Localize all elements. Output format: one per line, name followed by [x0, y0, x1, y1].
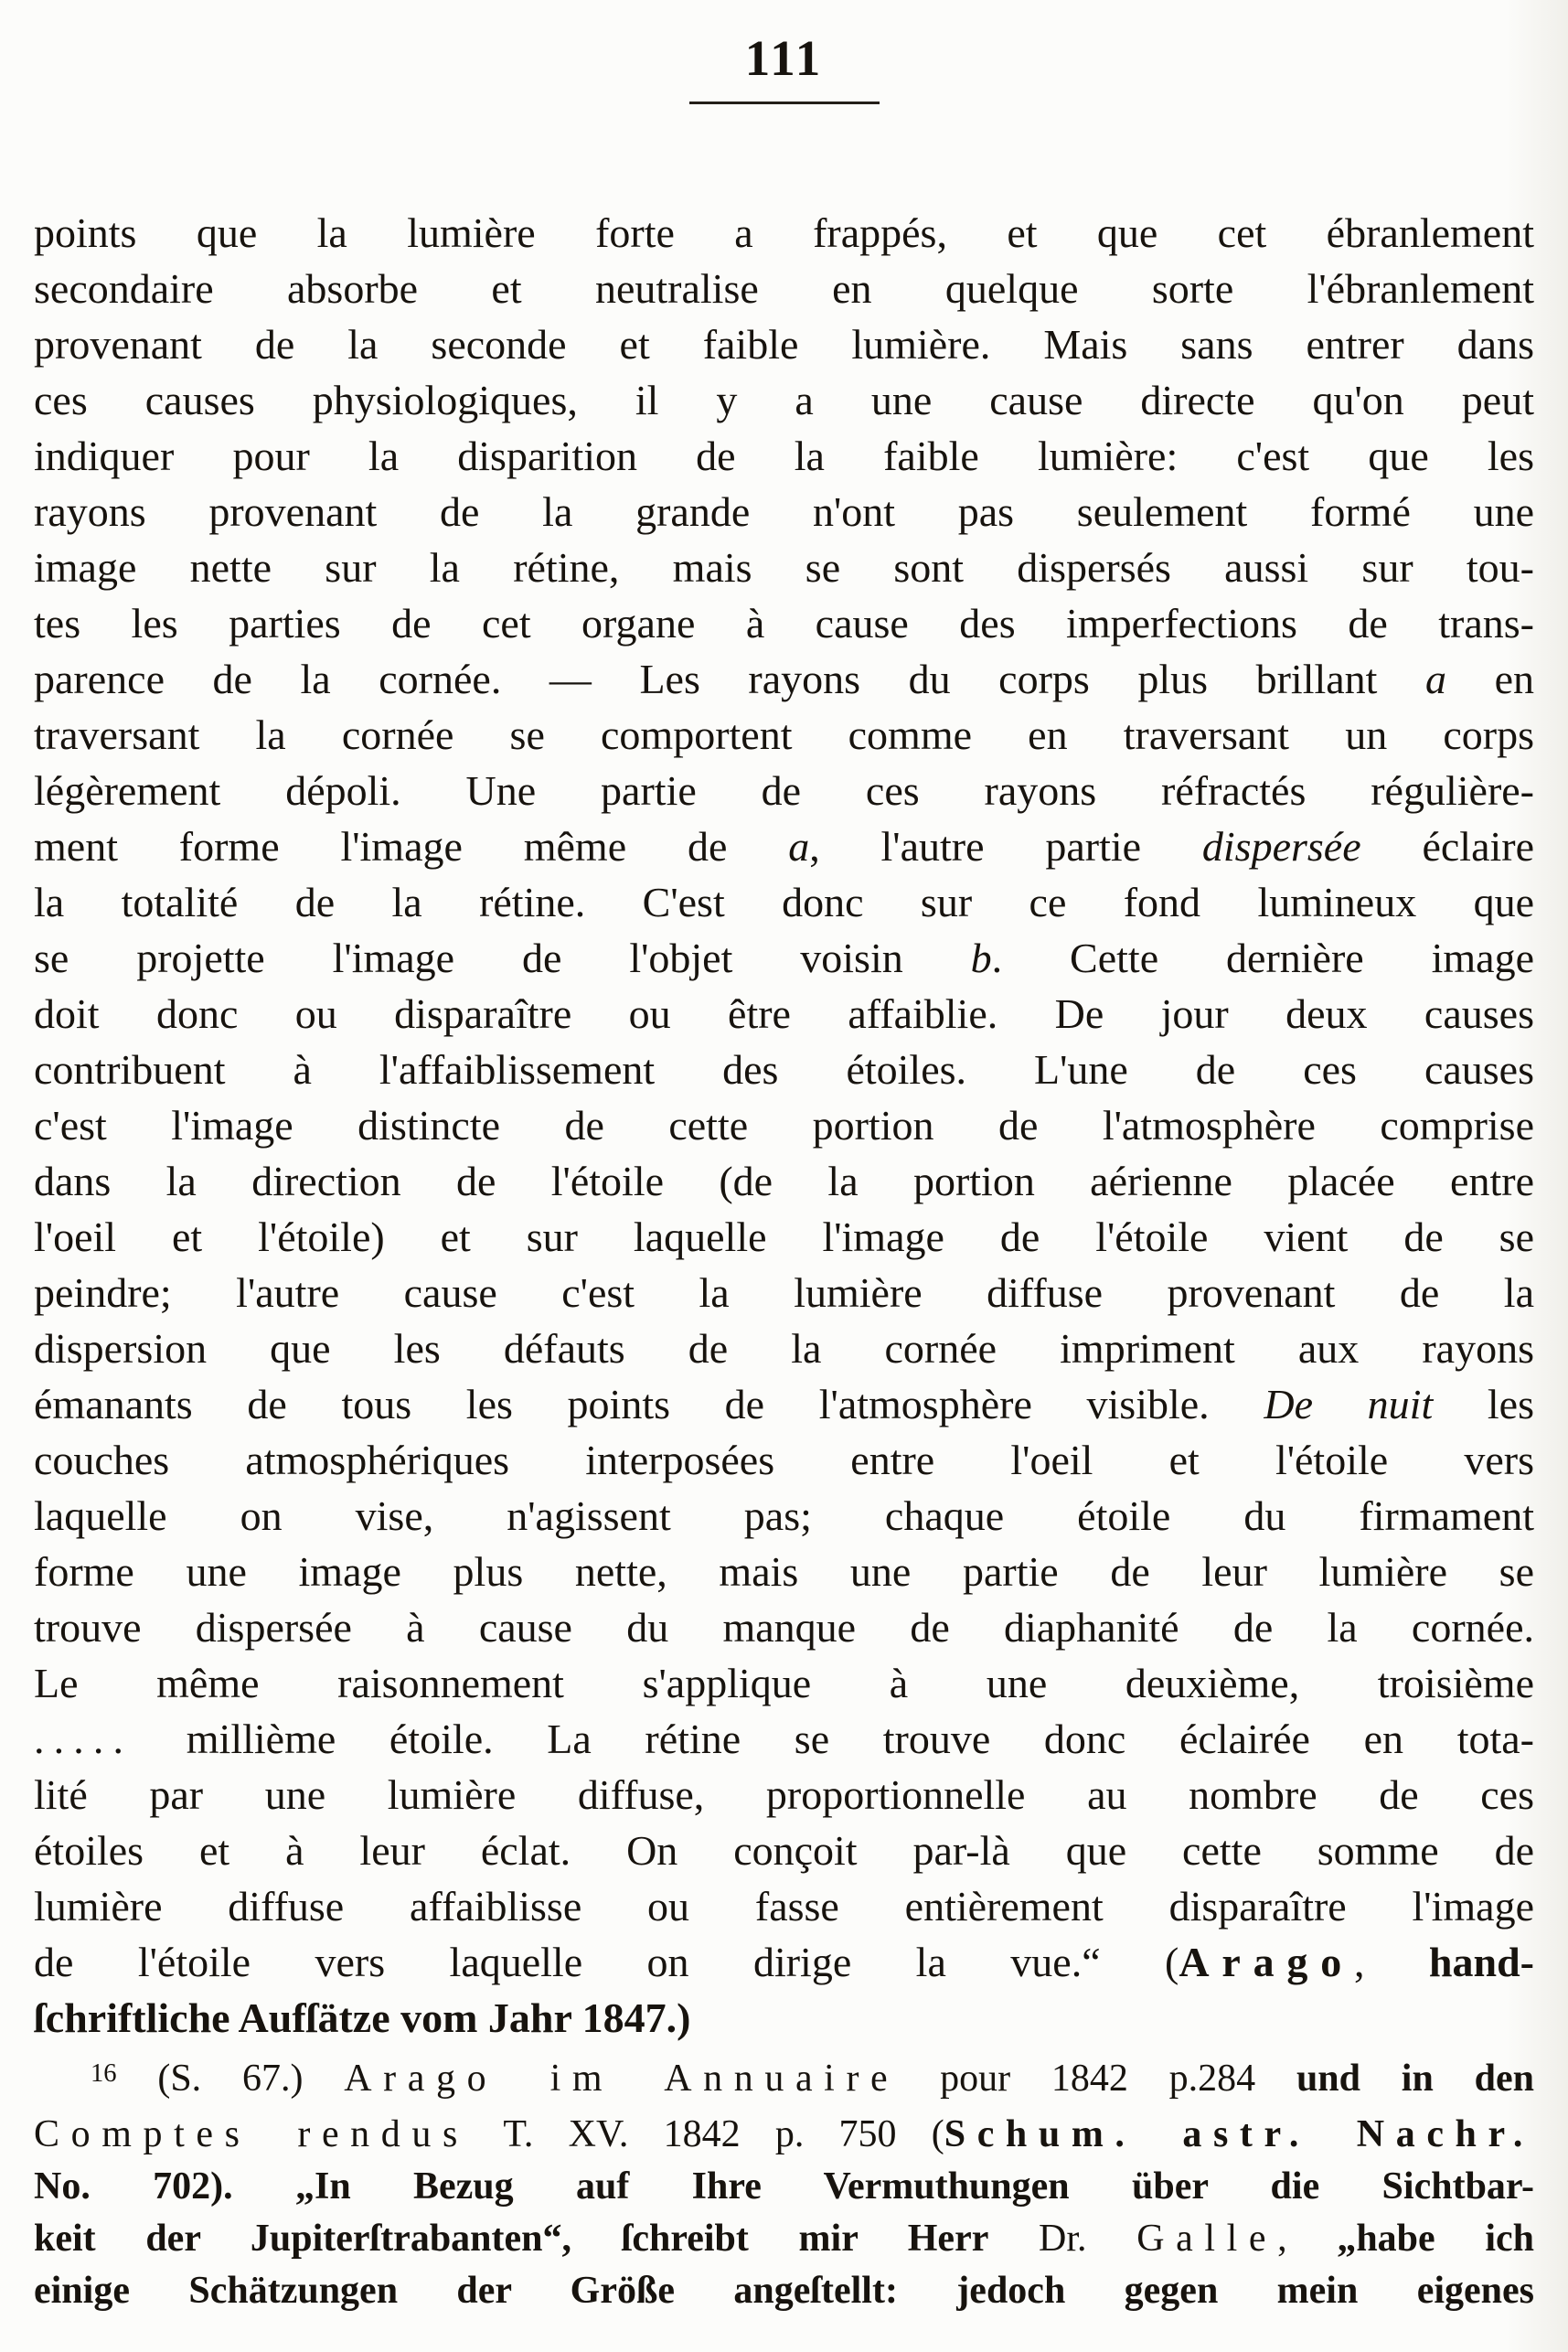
text-line: secondaire absorbe et neutralise en quelque sorte l'ébranlement [34, 264, 1534, 312]
text-line: indiquer pour la disparition de la faible lumière: c'est que les [34, 432, 1534, 479]
text-line: lumière diffuse affaiblisse ou fasse entièrement disparaître l'image [34, 1882, 1534, 1930]
text-line: contribuent à l'affaiblissement des étoiles. L'une de ces causes [34, 1045, 1534, 1093]
text-line: No. 702). „In Bezug auf Ihre Vermuthungen über die Sichtbar- [34, 2165, 1534, 2208]
text-line: Comptes rendus T. XV. 1842 p. 750 (Schum. astr. Nachr. [34, 2112, 1534, 2155]
text-line: lité par une lumière diffuse, proportionnelle au nombre de ces [34, 1770, 1534, 1818]
text-line: laquelle on vise, n'agissent pas; chaque étoile du firmament [34, 1491, 1534, 1539]
text-line: traversant la cornée se comportent comme en traversant un corps [34, 711, 1534, 758]
text-line: keit der Jupiterſtrabanten“, ſchreibt mir Herr Dr. Galle, „habe ich [34, 2217, 1535, 2260]
text-line: points que la lumière forte a frappés, et que cet ébranlement [34, 208, 1534, 256]
text-line: légèrement dépoli. Une partie de ces rayons réfractés régulière- [34, 766, 1534, 814]
text-line: dispersion que les défauts de la cornée impriment aux rayons [34, 1324, 1534, 1372]
text-line: se projette l'image de l'objet voisin b. Cette dernière image [34, 934, 1534, 981]
text-line: c'est l'image distincte de cette portion de l'atmosphère comprise [34, 1101, 1534, 1149]
page-header [0, 0, 1568, 104]
text-line: doit donc ou disparaître ou être affaiblie. De jour deux causes [34, 989, 1534, 1037]
footnote-text [34, 2053, 1534, 2317]
text-line: ſchriftliche Aufſätze vom Jahr 1847.) [34, 1994, 691, 2041]
text-line: $^{16}$ (S. 67.) Arago im Annuaire pour 1842 p.284 und in den [91, 2057, 1534, 2100]
text-line: einige Schätzungen der Größe angeſtellt: jedoch gegen mein eigenes [34, 2269, 1534, 2312]
text-line: l'oeil et l'étoile) et sur laquelle l'image de l'étoile vient de se [34, 1213, 1534, 1260]
text-line: émanants de tous les points de l'atmosphère visible. De nuit les [34, 1380, 1534, 1427]
text-line: ces causes physiologiques, il y a une cause directe qu'on peut [34, 376, 1534, 423]
text-line: tes les parties de cet organe à cause des imperfections de trans- [34, 599, 1534, 647]
text-line: forme une image plus nette, mais une partie de leur lumière se [34, 1547, 1534, 1595]
text-line: Le même raisonnement s'applique à une deuxième, troisième [34, 1659, 1534, 1706]
text-line: parence de la cornée. — Les rayons du corps plus brillant a en [34, 655, 1534, 702]
text-line: couches atmosphériques interposées entre l'oeil et l'étoile vers [34, 1436, 1534, 1483]
text-line: la totalité de la rétine. C'est donc sur ce fond lumineux que [34, 878, 1534, 925]
text-line: ment forme l'image même de a, l'autre partie dispersée éclaire [34, 822, 1535, 870]
text-line: de l'étoile vers laquelle on dirige la vue.“ (Arago, hand- [34, 1938, 1534, 1985]
text-line: dans la direction de l'étoile (de la portion aérienne placée entre [34, 1157, 1534, 1204]
text-line: ..... millième étoile. La rétine se trouve donc éclairée en tota- [34, 1715, 1534, 1762]
title-rule [689, 102, 880, 104]
text-line: étoiles et à leur éclat. On conçoit par-là que cette somme de [34, 1826, 1534, 1874]
text-line: rayons provenant de la grande n'ont pas seulement formé une [34, 487, 1534, 535]
text-line: provenant de la seconde et faible lumière. Mais sans entrer dans [34, 320, 1534, 368]
text-line: trouve dispersée à cause du manque de diaphanité de la cornée. [34, 1603, 1534, 1651]
body-text [34, 205, 1534, 2046]
text-line: peindre; l'autre cause c'est la lumière diffuse provenant de la [34, 1268, 1534, 1316]
page-number: 111 [744, 30, 824, 86]
text-line: image nette sur la rétine, mais se sont dispersés aussi sur tou- [34, 543, 1534, 591]
